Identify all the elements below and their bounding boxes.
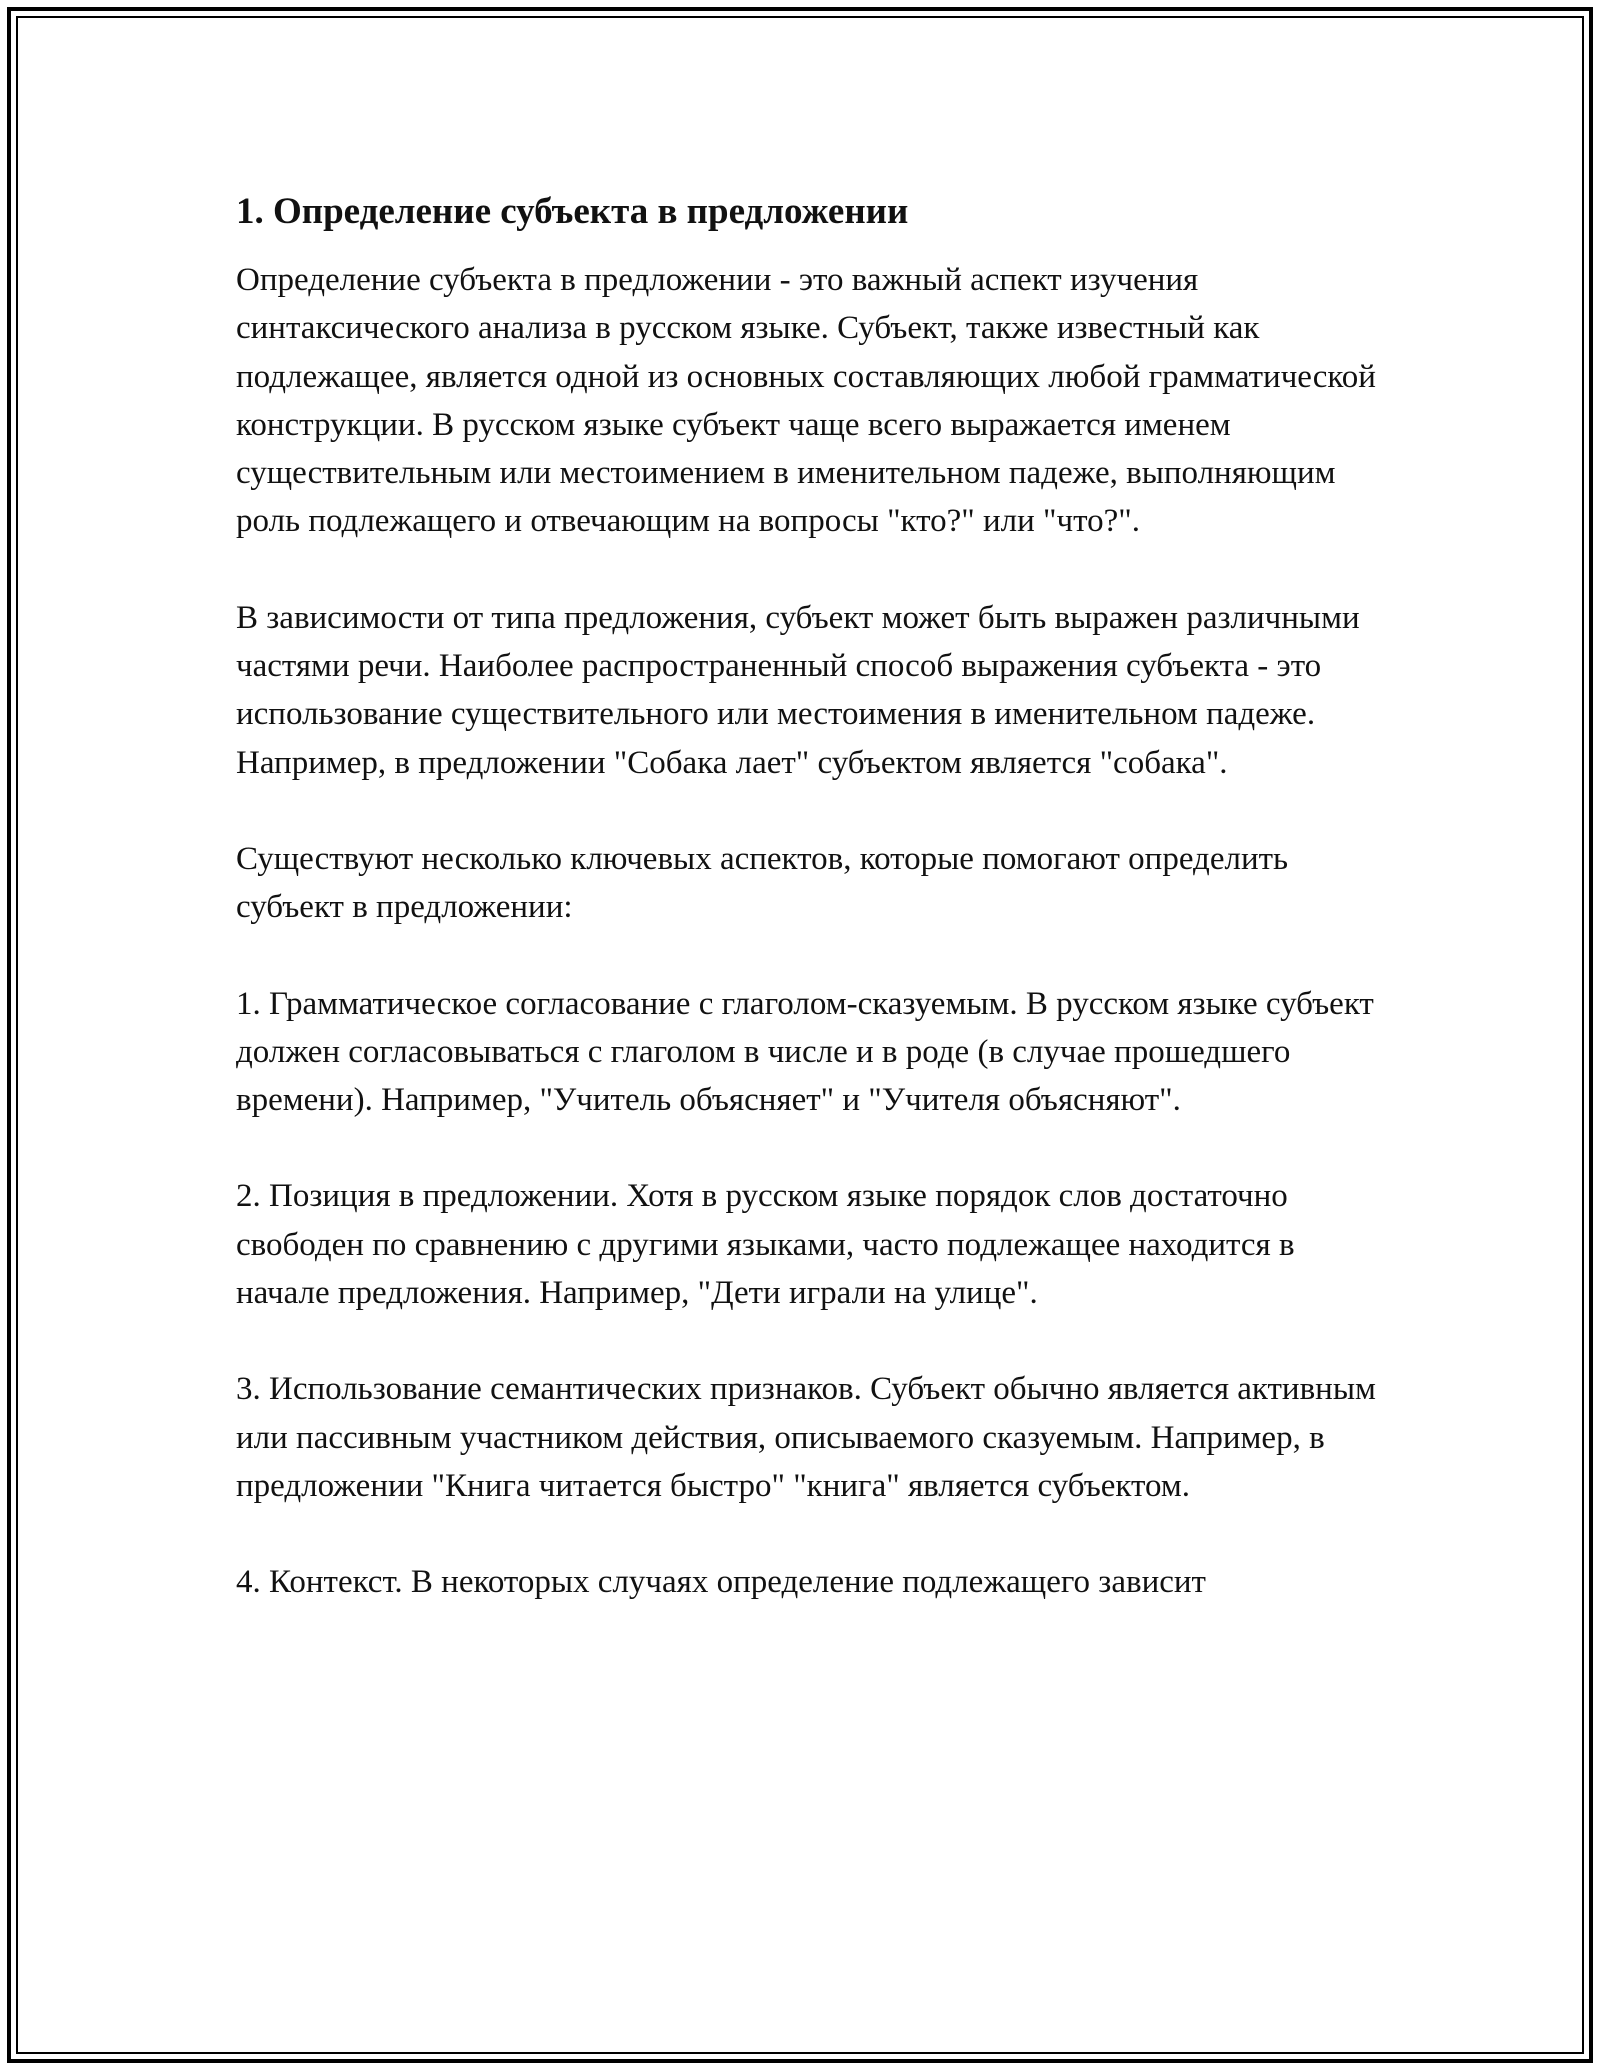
- list-item-agreement: 1. Грамматическое согласование с глаголом-сказуемым. В русском языке субъект должен согласовываться с глаголом в числе и в роде (в случае прошедшего времени). Например, "Учитель объясняет" и "Учителя объясняют".: [236, 985, 1374, 1119]
- paragraph-intro: Определение субъекта в предложении - это важный аспект изучения синтаксического анализа в русском языке. Субъект, также известный как подлежащее, является одной из основных составляющих любой грамматической конструкции. В русском языке субъект чаще всего выражается именем существительным или местоимением в именительном падеже, выполняющим роль подлежащего и отвечающим на вопросы "кто?" или "что?".: [236, 262, 1376, 540]
- document-body: [236, 188, 1386, 1655]
- paragraph-parts-of-speech: В зависимости от типа предложения, субъект может быть выражен различными частями речи. Наиболее распространенный способ выражения субъекта - это использование существительного или местоимения в именительном падеже. Например, в предложении "Собака лает" субъектом является "собака".: [236, 599, 1360, 781]
- list-item-context: 4. Контекст. В некоторых случаях определение подлежащего зависит: [236, 1564, 1206, 1601]
- paragraph-key-aspects: Существуют несколько ключевых аспектов, которые помогают определить субъект в предложении:: [236, 840, 1289, 926]
- list-item-position: 2. Позиция в предложении. Хотя в русском языке порядок слов достаточно свободен по сравнению с другими языками, часто подлежащее находится в начале предложения. Например, "Дети играли на улице".: [236, 1178, 1295, 1312]
- section-heading: 1. Определение субъекта в предложении: [236, 191, 909, 232]
- list-item-semantics: 3. Использование семантических признаков. Субъект обычно является активным или пассивным участником действия, описываемого сказуемым. Например, в предложении "Книга читается быстро" "книга" является субъектом.: [236, 1371, 1376, 1504]
